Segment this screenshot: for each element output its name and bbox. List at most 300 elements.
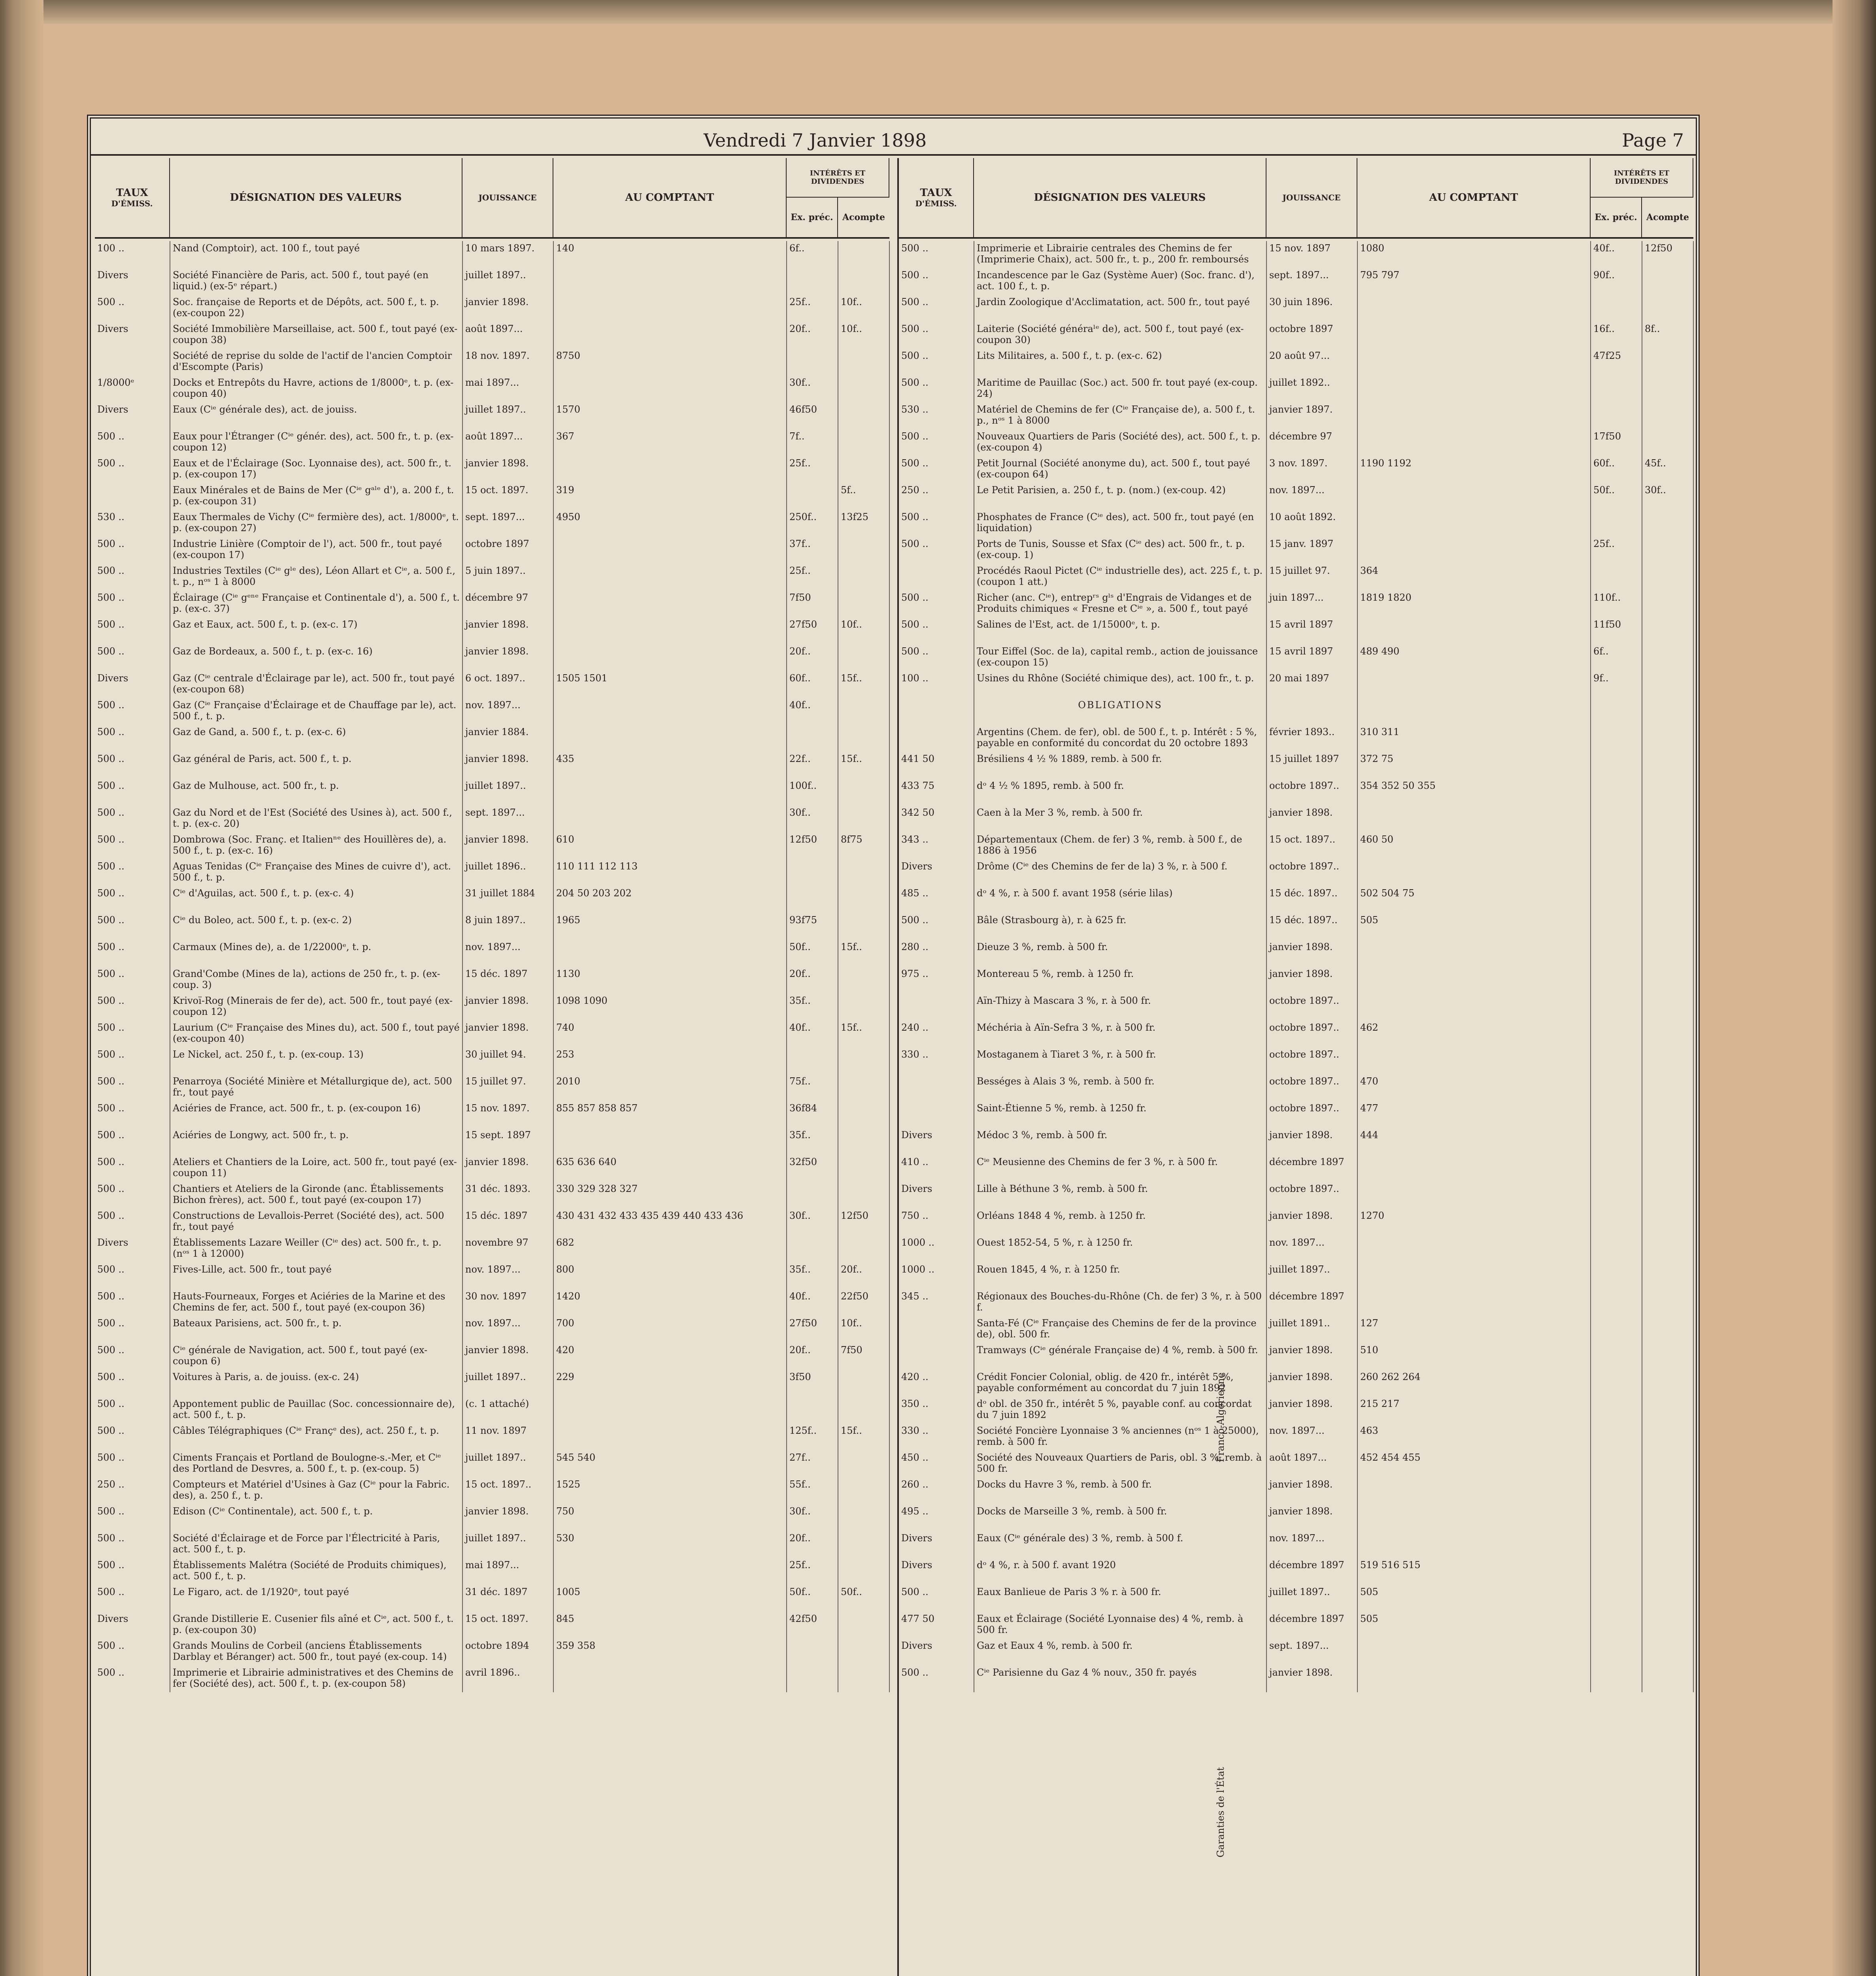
cell-acompte: 8f75 [838,832,889,859]
cell-acompte [838,1638,889,1665]
cell-comptant [553,322,787,349]
cell-jouissance: janvier 1898. [462,752,553,779]
table-row [95,913,889,940]
cell-designation: dᵒ 4 %, r. à 500 f. avant 1920 [974,1558,1266,1585]
cell-acompte [1642,752,1693,779]
cell-designation: Salines de l'Est, act. de 1/15000ᵉ, t. p. [974,617,1266,644]
cell-jouissance: avril 1896.. [462,1665,553,1692]
cell-ex-prec: 35f.. [787,1262,838,1289]
cell-taux [899,698,974,725]
table-row [899,1020,1693,1047]
table-row [95,1262,889,1289]
cell-jouissance: juillet 1897.. [462,402,553,429]
table-row [95,725,889,752]
cell-comptant [553,1424,787,1450]
cell-acompte: 15f.. [838,940,889,967]
cell-jouissance: janvier 1898. [462,1504,553,1531]
cell-taux: 500 .. [95,994,170,1020]
cell-ex-prec [787,886,838,913]
cell-designation: Société des Nouveaux Quartiers de Paris, obl. 3 %, remb. à 500 fr. [974,1450,1266,1477]
cell-taux: 500 .. [95,1585,170,1612]
cell-taux: 260 .. [899,1477,974,1504]
cell-designation: Société Foncière Lyonnaise 3 % anciennes (nᵒˢ 1 à 25000), remb. à 500 fr. [974,1424,1266,1450]
table-row [95,644,889,671]
cell-comptant: 470 [1357,1074,1591,1101]
cell-acompte [838,913,889,940]
cell-jouissance: 3 nov. 1897. [1266,456,1357,483]
cell-comptant [553,456,787,483]
cell-ex-prec: 20f.. [787,322,838,349]
cell-acompte [1642,429,1693,456]
cell-taux: 280 .. [899,940,974,967]
cell-jouissance: janvier 1898. [1266,1504,1357,1531]
cell-taux: 485 .. [899,886,974,913]
cell-comptant: 463 [1357,1424,1591,1450]
cell-jouissance: (c. 1 attaché) [462,1397,553,1424]
cell-designation: Dombrowa (Soc. Franç. et Italienⁿᵉ des Houillères de), a. 500 f., t. p. (ex-c. 16) [170,832,462,859]
cell-jouissance: janvier 1898. [1266,1370,1357,1397]
table-row [95,886,889,913]
cell-taux: 500 .. [95,725,170,752]
table-row [899,1316,1693,1343]
cell-taux: 100 .. [95,241,170,268]
cell-comptant [553,1397,787,1424]
cell-designation: Établissements Malétra (Société de Produits chimiques), act. 500 f., t. p. [170,1558,462,1585]
col-taux-label: TAUX [116,187,148,199]
cell-taux: 500 .. [95,1182,170,1209]
cell-acompte [1642,1101,1693,1128]
cell-jouissance: décembre 1897 [1266,1155,1357,1182]
cell-comptant: 430 431 432 433 435 439 440 433 436 [553,1209,787,1235]
cell-taux: 500 .. [95,1020,170,1047]
cell-designation: Carmaux (Mines de), a. de 1/22000ᵉ, t. p. [170,940,462,967]
cell-comptant [1357,1477,1591,1504]
table-row [95,779,889,805]
table-row [95,940,889,967]
cell-comptant: 460 50 [1357,832,1591,859]
cell-designation: Nand (Comptoir), act. 100 f., tout payé [170,241,462,268]
cell-acompte [1642,698,1693,725]
cell-acompte [838,564,889,590]
cell-comptant: 1080 [1357,241,1591,268]
cell-comptant: 2010 [553,1074,787,1101]
cell-comptant: 510 [1357,1343,1591,1370]
cell-acompte [1642,1128,1693,1155]
table-row [95,1155,889,1182]
cell-jouissance: juillet 1897.. [462,1370,553,1397]
cell-ex-prec [1591,1074,1642,1101]
cell-ex-prec: 27f50 [787,1316,838,1343]
cell-comptant: 505 [1357,913,1591,940]
cell-designation: Richer (anc. Cⁱᵉ), entrepʳˢ gˡˢ d'Engrais de Vidanges et de Produits chimiques « Fresne et Cⁱᵉ », a. 500 f., tout payé [974,590,1266,617]
cell-comptant: 1505 1501 [553,671,787,698]
table-row [899,1612,1693,1638]
table-row [95,1504,889,1531]
cell-ex-prec: 55f.. [787,1477,838,1504]
cell-ex-prec: 20f.. [787,967,838,994]
cell-comptant: 253 [553,1047,787,1074]
cell-comptant [553,1558,787,1585]
securities-table-left [95,241,890,1692]
table-row [899,1155,1693,1182]
cell-designation: Départementaux (Chem. de fer) 3 %, remb. à 500 f., de 1886 à 1956 [974,832,1266,859]
cell-ex-prec [1591,1128,1642,1155]
cell-acompte: 10f.. [838,617,889,644]
cell-acompte [838,402,889,429]
cell-comptant: 610 [553,832,787,859]
cell-jouissance: juillet 1897.. [462,1531,553,1558]
cell-ex-prec [1591,1235,1642,1262]
cell-comptant [1357,1262,1591,1289]
table-row [95,590,889,617]
table-row [899,725,1693,752]
cell-ex-prec [1591,1155,1642,1182]
cell-comptant [1357,1289,1591,1316]
cell-ex-prec [1591,1558,1642,1585]
table-row [95,1370,889,1397]
cell-comptant: 462 [1357,1020,1591,1047]
cell-jouissance: nov. 1897... [462,1316,553,1343]
cell-comptant: 855 857 858 857 [553,1101,787,1128]
table-row [95,1047,889,1074]
cell-acompte [838,805,889,832]
cell-designation: Le Petit Parisien, a. 250 f., t. p. (nom.) (ex-coup. 42) [974,483,1266,510]
cell-designation: Nouveaux Quartiers de Paris (Société des), act. 500 f., t. p. (ex-coupon 4) [974,429,1266,456]
table-row [95,1638,889,1665]
cell-designation: Gaz et Eaux, act. 500 f., t. p. (ex-c. 17) [170,617,462,644]
cell-jouissance: janvier 1898. [462,1155,553,1182]
cell-comptant: 367 [553,429,787,456]
cell-taux: 500 .. [899,295,974,322]
cell-ex-prec: 40f.. [787,1289,838,1316]
cell-jouissance: décembre 1897 [1266,1612,1357,1638]
cell-designation: Chantiers et Ateliers de la Gironde (anc. Établissements Bichon frères), act. 500 f., tout payé (ex-coupon 17) [170,1182,462,1209]
table-row [899,1235,1693,1262]
cell-taux: 500 .. [95,1155,170,1182]
cell-jouissance: 8 juin 1897.. [462,913,553,940]
cell-jouissance: juillet 1897.. [462,779,553,805]
cell-taux: Divers [899,859,974,886]
cell-ex-prec: 93f75 [787,913,838,940]
cell-jouissance: janvier 1898. [462,456,553,483]
cell-acompte [838,967,889,994]
table-row [899,644,1693,671]
cell-acompte [1642,268,1693,295]
cell-jouissance: février 1893.. [1266,725,1357,752]
cell-designation: Gaz de Gand, a. 500 f., t. p. (ex-c. 6) [170,725,462,752]
cell-jouissance: janvier 1898. [1266,1665,1357,1692]
cell-designation: Argentins (Chem. de fer), obl. de 500 f., t. p. Intérêt : 5 %, payable en conformité du concordat du 20 octobre 1893 [974,725,1266,752]
cell-designation: Dieuze 3 %, remb. à 500 fr. [974,940,1266,967]
cell-acompte [838,1531,889,1558]
cell-ex-prec [1591,1101,1642,1128]
cell-taux: 500 .. [95,940,170,967]
cell-acompte [838,590,889,617]
cell-taux: 500 .. [899,349,974,375]
cell-acompte: 8f.. [1642,322,1693,349]
table-row [899,402,1693,429]
left-half [95,158,889,1976]
cell-taux: 500 .. [95,832,170,859]
table-row [899,1504,1693,1531]
cell-taux: 500 .. [899,510,974,537]
cell-jouissance: décembre 97 [462,590,553,617]
cell-jouissance: 15 juillet 1897 [1266,752,1357,779]
cell-acompte [1642,1047,1693,1074]
cell-taux: Divers [899,1531,974,1558]
table-row [899,1262,1693,1289]
cell-designation: Saint-Étienne 5 %, remb. à 1250 fr. [974,1101,1266,1128]
table-row [899,1047,1693,1074]
cell-acompte [838,1155,889,1182]
cell-comptant [553,940,787,967]
table-row [899,779,1693,805]
cell-taux: 500 .. [899,241,974,268]
cell-designation: Établissements Lazare Weiller (Cⁱᵉ des) act. 500 fr., t. p. (nᵒˢ 1 à 12000) [170,1235,462,1262]
cell-taux: 500 .. [95,1343,170,1370]
scan-binding-left [0,0,43,1976]
cell-taux: 500 .. [95,617,170,644]
cell-comptant: 319 [553,483,787,510]
cell-taux: 1000 .. [899,1262,974,1289]
table-row [899,1424,1693,1450]
cell-taux: 350 .. [899,1397,974,1424]
cell-jouissance: octobre 1897.. [1266,859,1357,886]
cell-ex-prec: 75f.. [787,1074,838,1101]
cell-designation: Ports de Tunis, Sousse et Sfax (Cⁱᵉ des) act. 500 fr., t. p. (ex-coup. 1) [974,537,1266,564]
cell-comptant [1357,375,1591,402]
cell-designation: Usines du Rhône (Société chimique des), act. 100 fr., t. p. [974,671,1266,698]
cell-acompte [1642,1612,1693,1638]
cell-jouissance: janvier 1898. [462,1020,553,1047]
table-row [899,1289,1693,1316]
cell-jouissance: 30 juillet 94. [462,1047,553,1074]
cell-taux: 500 .. [95,1504,170,1531]
cell-taux: 1000 .. [899,1235,974,1262]
cell-ex-prec [1591,1316,1642,1343]
cell-comptant [553,617,787,644]
cell-acompte [1642,564,1693,590]
table-row [899,483,1693,510]
cell-taux: 530 .. [95,510,170,537]
cell-acompte [1642,1558,1693,1585]
table-row [95,564,889,590]
cell-comptant: 635 636 640 [553,1155,787,1182]
table-row [899,241,1693,268]
table-row [899,1182,1693,1209]
cell-ex-prec: 20f.. [787,644,838,671]
table-row [899,1638,1693,1665]
cell-designation: Industrie Linière (Comptoir de l'), act. 500 fr., tout payé (ex-coupon 17) [170,537,462,564]
cell-comptant [1357,1047,1591,1074]
table-row [899,1209,1693,1235]
cell-ex-prec: 125f.. [787,1424,838,1450]
cell-taux: 500 .. [95,752,170,779]
cell-comptant: 682 [553,1235,787,1262]
cell-acompte [1642,1477,1693,1504]
cell-designation: Aïn-Thizy à Mascara 3 %, r. à 500 fr. [974,994,1266,1020]
cell-acompte [1642,510,1693,537]
cell-comptant: 310 311 [1357,725,1591,752]
cell-acompte [838,1047,889,1074]
cell-jouissance: juillet 1896.. [462,859,553,886]
cell-ex-prec [1591,1047,1642,1074]
col-interets: INTÉRÊTS ET DIVIDENDES [787,158,889,198]
cell-comptant: 1190 1192 [1357,456,1591,483]
cell-designation: dᵒ 4 %, r. à 500 f. avant 1958 (série lilas) [974,886,1266,913]
cell-comptant [553,698,787,725]
cell-ex-prec [1591,1370,1642,1397]
table-row [95,1450,889,1477]
cell-taux: 500 .. [95,1316,170,1343]
cell-taux [899,1074,974,1101]
cell-jouissance: 15 oct. 1897. [462,1612,553,1638]
cell-ex-prec: 25f.. [1591,537,1642,564]
cell-jouissance: janvier 1898. [1266,1397,1357,1424]
cell-comptant [553,644,787,671]
cell-taux: 500 .. [899,617,974,644]
cell-ex-prec [1591,1343,1642,1370]
cell-comptant [1357,295,1591,322]
cell-acompte [838,1235,889,1262]
cell-taux: 500 .. [95,1074,170,1101]
cell-jouissance: nov. 1897... [462,940,553,967]
cell-ex-prec [787,725,838,752]
cell-ex-prec [1591,1289,1642,1316]
cell-jouissance: janvier 1897. [1266,402,1357,429]
cell-acompte: 15f.. [838,671,889,698]
column-header-left [95,158,889,239]
cell-designation: Montereau 5 %, remb. à 1250 fr. [974,967,1266,994]
cell-taux [899,725,974,752]
cell-jouissance: août 1897... [462,429,553,456]
cell-acompte [838,1182,889,1209]
cell-comptant: 354 352 50 355 [1357,779,1591,805]
table-row [95,1209,889,1235]
cell-designation: Gaz de Mulhouse, act. 500 fr., t. p. [170,779,462,805]
cell-ex-prec [1591,994,1642,1020]
cell-jouissance: octobre 1897.. [1266,994,1357,1020]
table-row [95,1665,889,1692]
cell-acompte [1642,1316,1693,1343]
cell-taux: 750 .. [899,1209,974,1235]
cell-acompte: 15f.. [838,1424,889,1450]
table-row [95,752,889,779]
cell-designation: Cⁱᵉ Parisienne du Gaz 4 % nouv., 350 fr. payés [974,1665,1266,1692]
cell-acompte [1642,1209,1693,1235]
cell-designation: dᵒ obl. de 350 fr., intérêt 5 %, payable conf. au concordat du 7 juin 1892 [974,1397,1266,1424]
cell-taux: 500 .. [899,375,974,402]
cell-taux: 100 .. [899,671,974,698]
cell-jouissance: janvier 1898. [1266,940,1357,967]
cell-designation: Mostaganem à Tiaret 3 %, r. à 500 fr. [974,1047,1266,1074]
cell-taux: 500 .. [95,859,170,886]
cell-acompte [1642,779,1693,805]
cell-ex-prec [1591,375,1642,402]
cell-taux: 500 .. [95,1262,170,1289]
cell-taux: 500 .. [899,322,974,349]
cell-acompte [838,1370,889,1397]
cell-jouissance: nov. 1897... [1266,1531,1357,1558]
cell-comptant [1357,1182,1591,1209]
cell-comptant [553,268,787,295]
cell-ex-prec: 50f.. [787,940,838,967]
table-row [899,859,1693,886]
table-row [95,1128,889,1155]
table-row [95,429,889,456]
cell-jouissance: juillet 1892.. [1266,375,1357,402]
cell-ex-prec: 30f.. [787,375,838,402]
cell-designation: Docks du Havre 3 %, remb. à 500 fr. [974,1477,1266,1504]
cell-ex-prec: 11f50 [1591,617,1642,644]
cell-acompte: 10f.. [838,1316,889,1343]
col-ex-prec: Ex. préc. [787,198,838,237]
newspaper-page [87,115,1700,1976]
cell-ex-prec: 27f.. [787,1450,838,1477]
cell-taux: 500 .. [95,537,170,564]
table-row [95,510,889,537]
cell-designation: Tour Eiffel (Soc. de la), capital remb., action de jouissance (ex-coupon 15) [974,644,1266,671]
cell-ex-prec: 250f.. [787,510,838,537]
cell-designation: Gaz (Cⁱᵉ Française d'Éclairage et de Chauffage par le), act. 500 f., t. p. [170,698,462,725]
table-row [899,429,1693,456]
cell-taux: 500 .. [95,1101,170,1128]
cell-designation: Matériel de Chemins de fer (Cⁱᵉ Française de), a. 500 f., t. p., nᵒˢ 1 à 8000 [974,402,1266,429]
table-row [95,241,889,268]
cell-taux: Divers [899,1638,974,1665]
cell-acompte [838,644,889,671]
cell-acompte: 12f50 [1642,241,1693,268]
cell-comptant: 140 [553,241,787,268]
cell-jouissance: 10 mars 1897. [462,241,553,268]
table-row [95,1101,889,1128]
table-row [95,483,889,510]
cell-jouissance: nov. 1897... [1266,1424,1357,1450]
cell-designation: Industries Textiles (Cⁱᵉ gˡᵉ des), Léon Allart et Cⁱᵉ, a. 500 f., t. p., nᵒˢ 1 à 8000 [170,564,462,590]
cell-jouissance: octobre 1897.. [1266,1182,1357,1209]
cell-taux: 433 75 [899,779,974,805]
table-row [899,967,1693,994]
cell-taux: 495 .. [899,1504,974,1531]
cell-jouissance: 15 janv. 1897 [1266,537,1357,564]
cell-ex-prec: 25f.. [787,456,838,483]
cell-comptant [553,779,787,805]
table-row [95,698,889,725]
cell-jouissance: octobre 1894 [462,1638,553,1665]
cell-comptant [1357,537,1591,564]
cell-comptant: 740 [553,1020,787,1047]
cell-jouissance: juillet 1897.. [462,268,553,295]
cell-comptant: 1420 [553,1289,787,1316]
cell-acompte [838,859,889,886]
cell-acompte [838,725,889,752]
cell-jouissance: 18 nov. 1897. [462,349,553,375]
cell-acompte [838,1128,889,1155]
table-row [899,295,1693,322]
cell-ex-prec: 46f50 [787,402,838,429]
cell-ex-prec: 6f.. [787,241,838,268]
table-row [899,1477,1693,1504]
page-date: Vendredi 7 Janvier 1898 [704,130,927,151]
cell-jouissance: 20 août 97... [1266,349,1357,375]
cell-designation: Rouen 1845, 4 %, r. à 1250 fr. [974,1262,1266,1289]
cell-comptant: 127 [1357,1316,1591,1343]
cell-designation: Société Financière de Paris, act. 500 f., tout payé (en liquid.) (ex-5ᵉ répart.) [170,268,462,295]
table-row [95,805,889,832]
cell-comptant [1357,617,1591,644]
cell-designation: Eaux (Cⁱᵉ générale des), act. de jouiss. [170,402,462,429]
cell-comptant: 452 454 455 [1357,1450,1591,1477]
